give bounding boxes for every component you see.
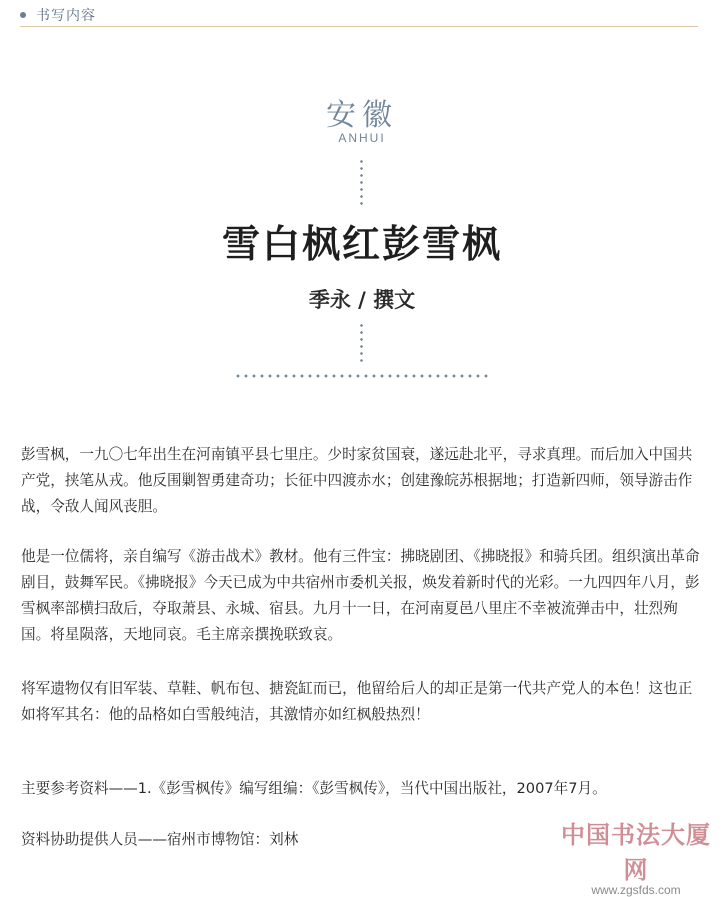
watermark-logo-text: 中国书法大厦网 [561,820,711,884]
dotted-divider-horizontal [234,374,490,378]
references: 主要参考资料——1.《彭雪枫传》编写组编：《彭雪枫传》，当代中国出版社，2007年7月。 [21,780,607,797]
region-english: ANHUI [338,131,386,145]
dotted-divider-vertical-bottom [360,322,363,366]
paragraph-3: 将军遗物仅有旧军装、草鞋、帆布包、搪瓷缸而已，他留给后人的却正是第一代共产党人的本色！这也正如将军其名：他的品格如白雪般纯洁，其激情亦如红枫般热烈！ [21,680,693,723]
section-header [20,4,698,27]
article-byline: 季永 / 撰文 [308,288,416,312]
article-title: 雪白枫红彭雪枫 [221,221,502,266]
helper-credits: 资料协助提供人员——宿州市博物馆：刘林 [21,831,299,848]
watermark-url: www.zgsfds.com [591,883,681,897]
section-label: 书写内容 [36,8,96,24]
dotted-divider-vertical-top [360,158,363,206]
site-watermark [552,815,720,897]
region-chinese: 安徽 [326,98,398,133]
bullet-dot-icon [20,12,26,18]
paragraph-2: 他是一位儒将，亲自编写《游击战术》教材。他有三件宝：拂晓剧团、《拂晓报》和骑兵团。组织演出革命剧目，鼓舞军民。《拂晓报》今天已成为中共宿州市委机关报，焕发着新时代的光彩。一九四四年八月，彭雪枫率部横扫敌后，夺取萧县、永城、宿县。九月十一日，在河南夏邑八里庄不幸被流弹击中，壮烈殉国。将星陨落，天地同哀。毛主席亲撰挽联致哀。 [21,548,700,643]
paragraph-1: 彭雪枫，一九〇七年出生在河南镇平县七里庄。少时家贫国衰，遂远赴北平，寻求真理。而后加入中国共产党，挟笔从戎。他反围剿智勇建奇功；长征中四渡赤水；创建豫皖苏根据地；打造新四师，领导游击作战，令敌人闻风丧胆。 [21,446,693,515]
